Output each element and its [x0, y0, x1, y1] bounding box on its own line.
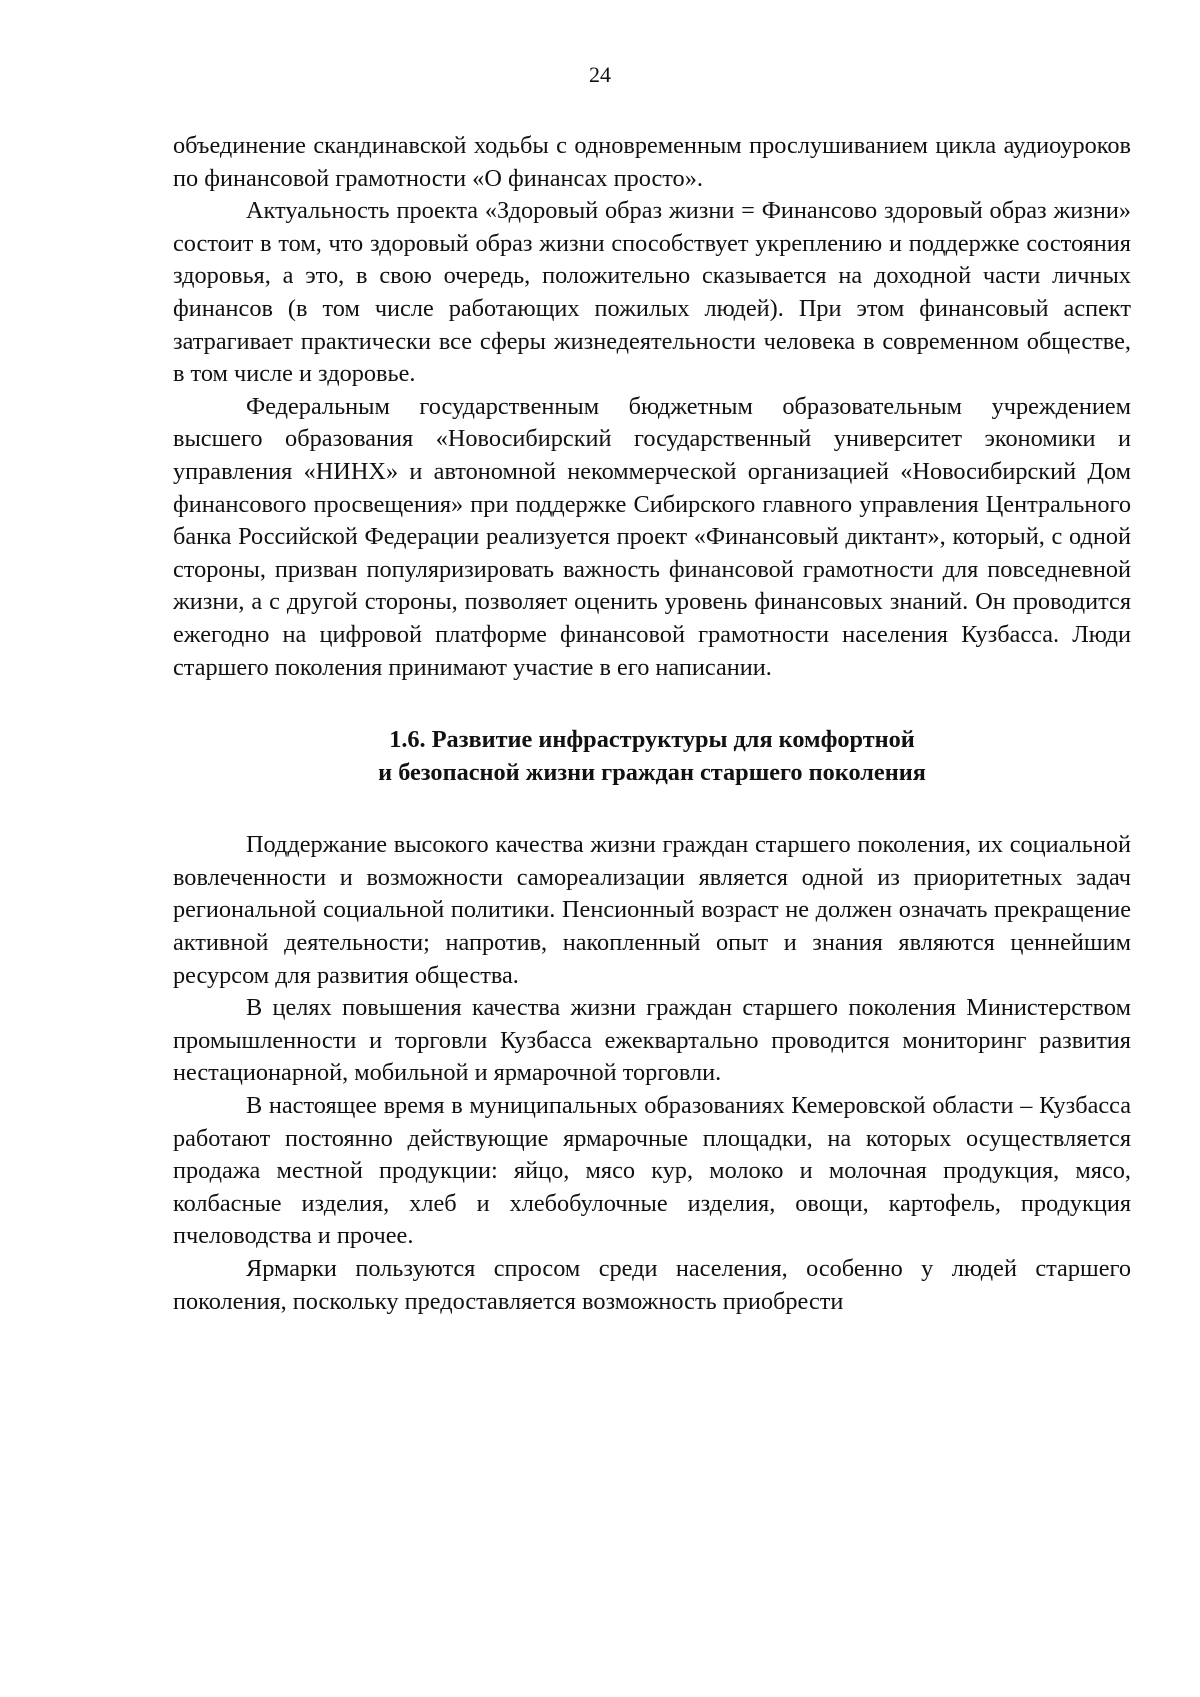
- paragraph: В настоящее время в муниципальных образованиях Кемеровской области – Кузбасса работают постоянно действующие ярмарочные площадки, на которых осуществляется продажа местной продукции: яйцо, мясо кур, молоко и молочная продукция, мясо, колбасные изделия, хлеб и хлебобулочные изделия, овощи, картофель, продукция пчеловодства и прочее.: [173, 1092, 1131, 1250]
- paragraph-continues: Ярмарки пользуются спросом среди населения, особенно у людей старшего поколения, поскольку предоставляется возможность приобрести: [173, 1255, 1131, 1315]
- document-body: [173, 130, 1131, 1318]
- paragraph: Федеральным государственным бюджетным образовательным учреждением высшего образования «Новосибирский государственный университет экономики и управления «НИНХ» и автономной некоммерческой организацией «Новосибирский Дом финансового просвещения» при поддержке Сибирского главного управления Центрального банка Российской Федерации реализуется проект «Финансовый диктант», который, с одной стороны, призван популяризировать важность финансовой грамотности для повседневной жизни, а с другой стороны, позволяет оценить уровень финансовых знаний. Он проводится ежегодно на цифровой платформе финансовой грамотности населения Кузбасса. Люди старшего поколения принимают участие в его написании.: [173, 392, 1131, 681]
- paragraph: В целях повышения качества жизни граждан старшего поколения Министерством промышленности и торговли Кузбасса ежеквартально проводится мониторинг развития нестационарной, мобильной и ярмарочной торговли.: [173, 994, 1131, 1087]
- paragraph: Поддержание высокого качества жизни граждан старшего поколения, их социальной вовлеченности и возможности самореализации является одной из приоритетных задач региональной социальной политики. Пенсионный возраст не должен означать прекращение активной деятельности; напротив, накопленный опыт и знания являются ценнейшим ресурсом для развития общества.: [173, 831, 1131, 989]
- page-number: 24: [589, 62, 611, 87]
- section-heading-line-1: 1.6. Развитие инфраструктуры для комфортной: [389, 726, 915, 754]
- paragraph: Актуальность проекта «Здоровый образ жизни = Финансово здоровый образ жизни» состоит в том, что здоровый образ жизни способствует укреплению и поддержке состояния здоровья, а это, в свою очередь, положительно сказывается на доходной части личных финансов (в том числе работающих пожилых людей). При этом финансовый аспект затрагивает практически все сферы жизнедеятельности человека в современном обществе, в том числе и здоровье.: [173, 197, 1131, 388]
- section-heading: [173, 724, 1131, 789]
- section-heading-line-2: и безопасной жизни граждан старшего поколения: [378, 758, 926, 786]
- paragraph-continued: объединение скандинавской ходьбы с одновременным прослушиванием цикла аудиоуроков по финансовой грамотности «О финансах просто».: [173, 132, 1131, 192]
